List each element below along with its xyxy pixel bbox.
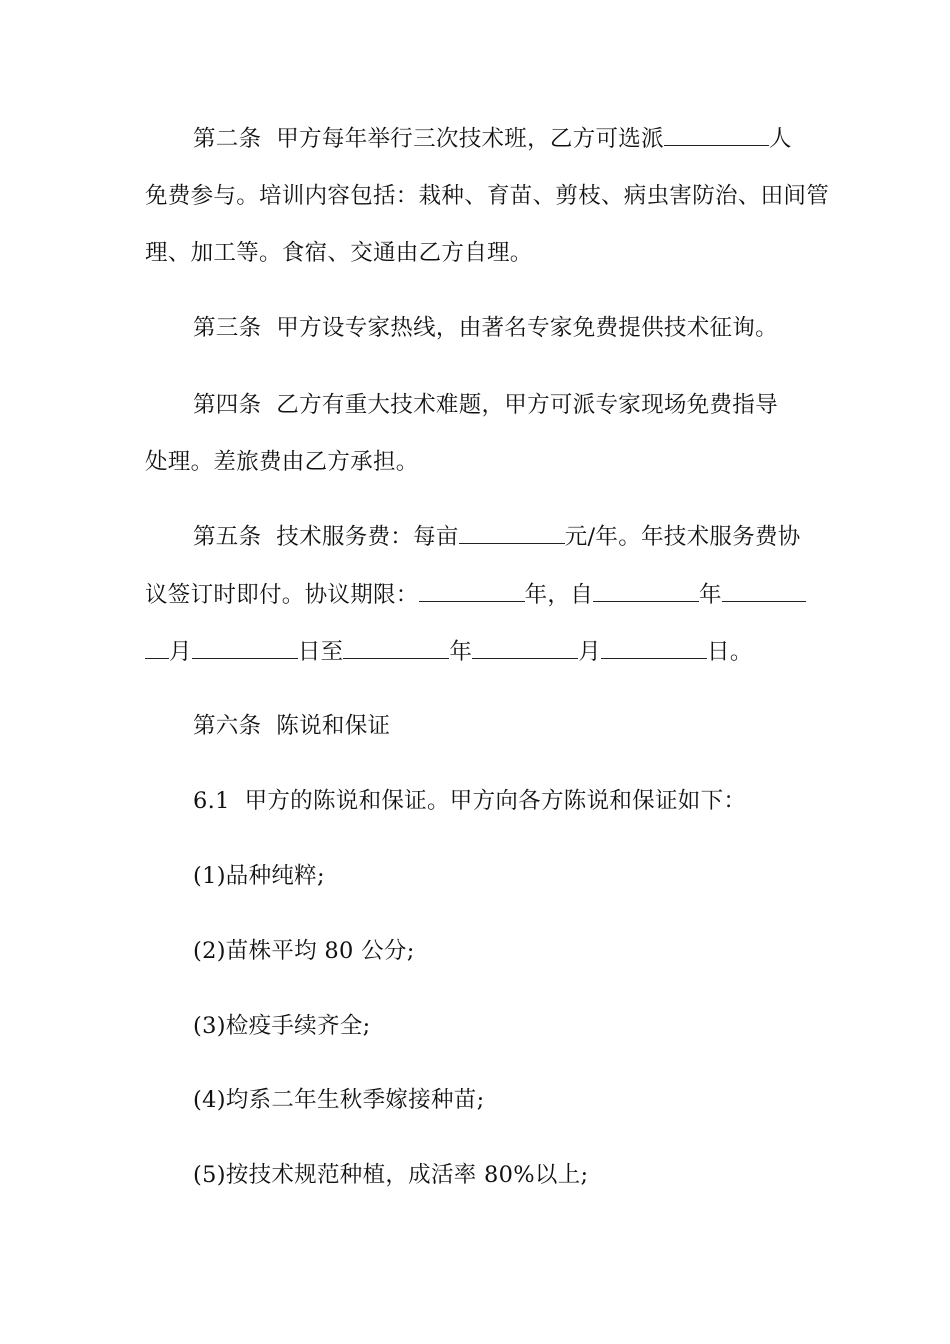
article-5-text-f: 月 bbox=[169, 639, 192, 665]
article-5-line-3 bbox=[145, 636, 810, 667]
article-5-line-1 bbox=[193, 521, 810, 552]
article-4-line-2: 处理。差旅费由乙方承担。 bbox=[145, 449, 419, 475]
article-2-line-3: 理、加工等。食宿、交通由乙方自理。 bbox=[145, 240, 533, 266]
article-2-line-2: 免费参与。培训内容包括：栽种、育苗、剪枝、病虫害防治、田间管 bbox=[145, 183, 830, 209]
article-5-text-g: 日至 bbox=[297, 639, 344, 665]
article-4-line-1: 第四条 乙方有重大技术难题，甲方可派专家现场免费指导 bbox=[193, 392, 778, 418]
article-5-line-2 bbox=[145, 579, 810, 610]
fee-per-mu-blank bbox=[459, 521, 565, 544]
start-month-blank-b bbox=[145, 636, 169, 659]
end-year-blank bbox=[343, 636, 449, 659]
participants-blank bbox=[664, 123, 769, 146]
article-5-text-b: 元/年。年技术服务费协 bbox=[564, 524, 801, 550]
list-item: (3)检疫手续齐全; bbox=[193, 1013, 371, 1039]
list-item: (4)均系二年生秋季嫁接种苗; bbox=[193, 1087, 485, 1113]
list-item: (1)品种纯粹; bbox=[193, 863, 325, 889]
article-5-text-d: 年，自 bbox=[524, 582, 594, 608]
article-2-text-a: 第二条 甲方每年举行三次技术班，乙方可选派 bbox=[193, 126, 664, 152]
article-3-line-1: 第三条 甲方设专家热线，由著名专家免费提供技术征询。 bbox=[193, 315, 778, 341]
start-year-blank bbox=[593, 579, 699, 602]
list-item: (5)按技术规范种植，成活率 80%以上; bbox=[193, 1162, 589, 1188]
start-month-blank-a bbox=[722, 579, 806, 602]
end-day-blank bbox=[601, 636, 707, 659]
article-5-text-a: 第五条 技术服务费：每亩 bbox=[193, 524, 459, 550]
term-years-blank bbox=[419, 579, 525, 602]
article-6-1-heading: 6.1 甲方的陈说和保证。甲方向各方陈说和保证如下： bbox=[193, 788, 747, 814]
article-2-text-b: 人 bbox=[768, 126, 792, 152]
article-2-line-1 bbox=[193, 123, 810, 154]
article-5-text-i: 月 bbox=[578, 639, 602, 665]
article-5-text-e: 年 bbox=[699, 582, 722, 608]
article-5-text-c: 议签订时即付。协议期限： bbox=[145, 582, 419, 608]
article-5-text-j: 日。 bbox=[707, 639, 753, 665]
list-item: (2)苗株平均 80 公分; bbox=[193, 938, 415, 964]
article-6-title: 第六条 陈说和保证 bbox=[193, 713, 391, 739]
article-5-text-h: 年 bbox=[449, 639, 473, 665]
start-day-blank bbox=[192, 636, 298, 659]
end-month-blank bbox=[472, 636, 578, 659]
